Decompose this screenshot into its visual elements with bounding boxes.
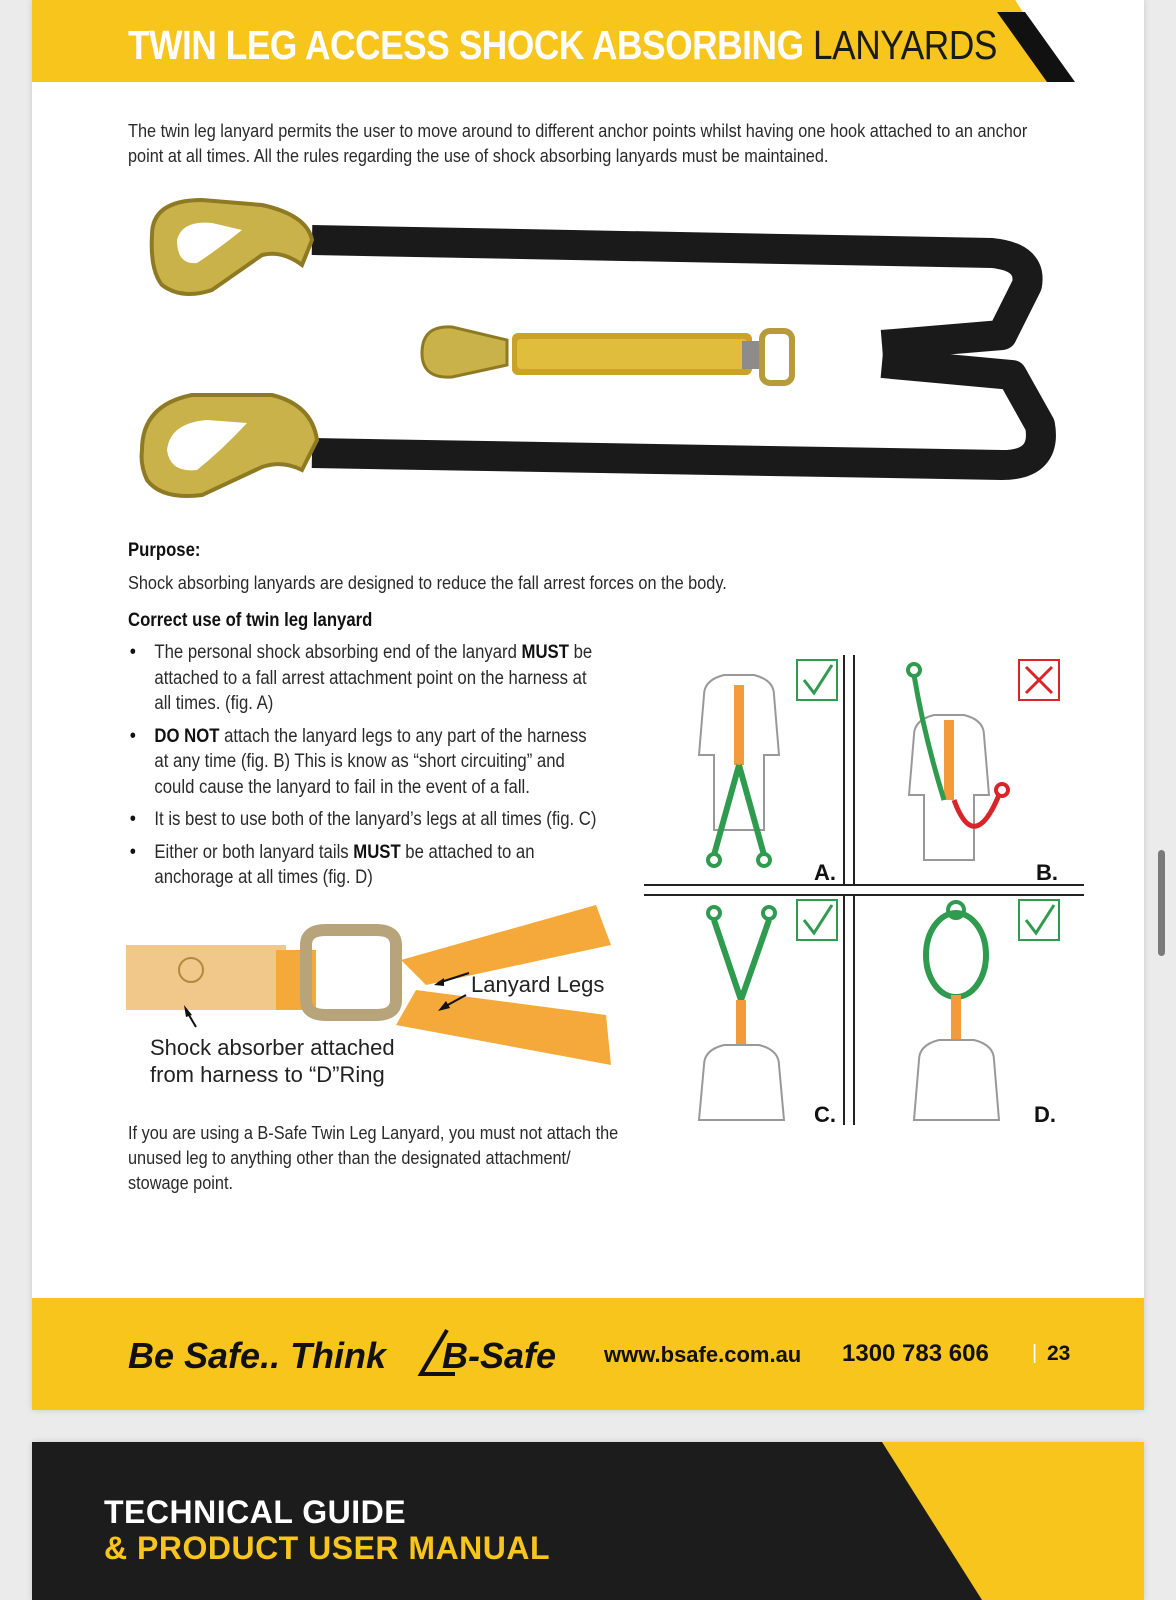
lanyard-legs-label: Lanyard Legs <box>471 972 605 997</box>
correct-use-list <box>128 640 603 898</box>
next-page-cover <box>32 1442 1144 1600</box>
footer-phone[interactable]: 1300 783 606 <box>842 1340 989 1367</box>
title-stripe-decoration <box>997 12 1097 82</box>
shock-absorber-label-line1: Shock absorber attached <box>150 1035 395 1060</box>
twin-leg-note: If you are using a B-Safe Twin Leg Lanyard, you must not attach the unused leg to anything other than the designated attachment/ stowage point. <box>128 1122 619 1193</box>
vertical-scrollbar[interactable] <box>1158 850 1165 956</box>
intro-paragraph: The twin leg lanyard permits the user to move around to different anchor points whilst having one hook attached to an anchor point at all times. All the rules regarding the use of shock absorbing lanyards must be maintained. <box>128 120 1028 166</box>
figure-b <box>908 660 1059 885</box>
purpose-heading: Purpose: <box>128 540 201 561</box>
page-number: 23 <box>1047 1342 1071 1365</box>
list-item: • Either or both lanyard tails MUST be attached to an anchorage at all times (fig. D) <box>128 840 603 891</box>
page-title-bold: TWIN LEG ACCESS SHOCK ABSORBING <box>128 22 804 68</box>
figure-b-label: B. <box>1036 860 1058 885</box>
manual-page-23 <box>32 0 1144 1410</box>
list-item: • The personal shock absorbing end of the lanyard MUST be attached to a fall arrest attachment point on the harness at all times. (fig. A) <box>128 640 603 717</box>
list-item: • It is best to use both of the lanyard’s legs at all times (fig. C) <box>128 807 603 833</box>
list-item: • DO NOT attach the lanyard legs to any part of the harness at any time (fig. B) This is know as “short circuiting” and could cause the lanyard to fail in the event of a fall. <box>128 724 603 801</box>
figure-a <box>699 660 837 885</box>
shock-absorber-detail-photo <box>126 905 646 1110</box>
footer-separator: | <box>1032 1342 1038 1364</box>
figure-c <box>699 900 837 1127</box>
page-title <box>128 22 997 69</box>
figure-c-label: C. <box>814 1102 836 1127</box>
purpose-text: Shock absorbing lanyards are designed to reduce the fall arrest forces on the body. <box>128 572 727 593</box>
footer-website[interactable]: www.bsafe.com.au <box>604 1342 802 1367</box>
footer-slogan: Be Safe.. Think <box>128 1335 387 1376</box>
figure-d <box>914 900 1059 1127</box>
figure-d-label: D. <box>1034 1102 1056 1127</box>
correct-use-heading: Correct use of twin leg lanyard <box>128 610 373 631</box>
page-title-light: LANYARDS <box>812 22 997 68</box>
cover-title-line1: TECHNICAL GUIDE <box>104 1494 407 1530</box>
figure-a-label: A. <box>814 860 836 885</box>
figures-grid <box>644 655 1084 1145</box>
twin-leg-lanyard-photo <box>122 195 1062 510</box>
shock-absorber-label-line2: from harness to “D”Ring <box>150 1062 385 1087</box>
cover-title-line2: & PRODUCT USER MANUAL <box>104 1530 551 1566</box>
footer-brand: B-Safe <box>442 1335 557 1376</box>
